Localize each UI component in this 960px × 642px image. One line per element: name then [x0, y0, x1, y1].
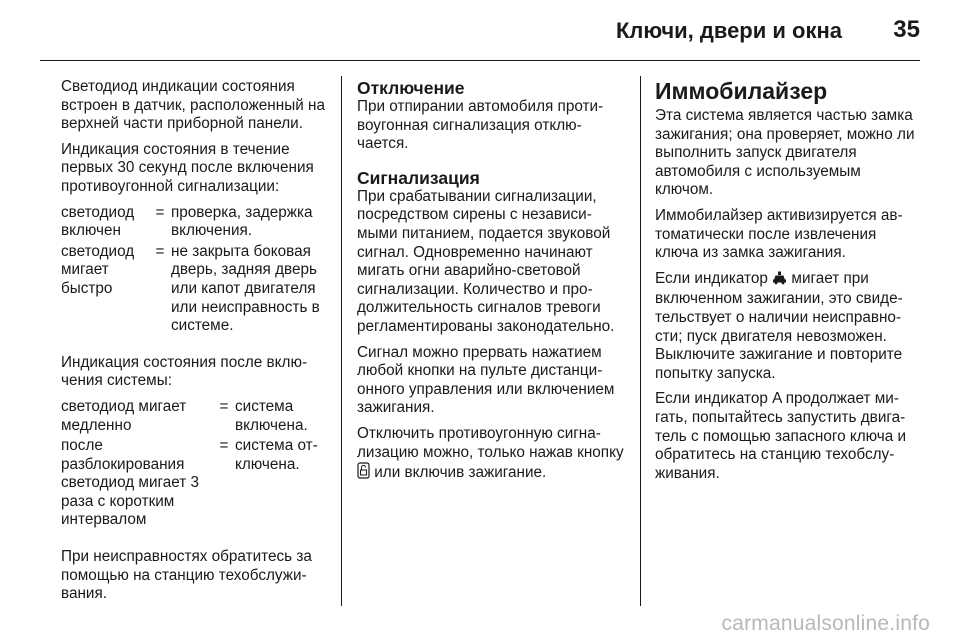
- paragraph: При отпирании автомобиля противоугонная сигнализация отключается.: [357, 98, 604, 153]
- column-immobilizer: [655, 78, 923, 490]
- paragraph: Иммобилайзер активизируется автоматически после извлечения ключа из замка зажигания.: [655, 206, 903, 262]
- legend-equals: =: [155, 203, 165, 221]
- watermark: carmanualsonline.info: [721, 612, 930, 635]
- page-title: Ключи, двери и окна: [616, 18, 842, 43]
- status-legend-after: [61, 398, 327, 532]
- paragraph: Индикация состояния после включения системы:: [61, 353, 308, 390]
- legend-term: светодиод мигает медленно: [61, 397, 187, 434]
- legend-term: светодиод включен: [61, 203, 135, 240]
- paragraph: Сигнал можно прервать нажатием любой кнопки на пульте дистанционного управления или включением зажигания.: [357, 343, 615, 417]
- heading-alarm: Сигнализация: [357, 167, 480, 188]
- column-divider-2: [640, 76, 641, 606]
- legend-equals: =: [155, 242, 165, 260]
- text-span: или включив зажигание.: [374, 464, 547, 482]
- legend-term: после разблокирования светодиод мигает 3 раза с коротким интервалом: [61, 437, 200, 529]
- immobilizer-car-icon: [772, 271, 787, 291]
- text-span: мигает при включенном зажигании, это свидетельствует о наличии неисправности; пуск двигателя невозможен. Выключите зажигание и повторите попытку запуска.: [655, 269, 903, 382]
- paragraph: [655, 270, 923, 384]
- legend-description: система отключена.: [235, 437, 318, 473]
- legend-description: проверка, задержка включения.: [171, 203, 313, 240]
- paragraph: Индикация состояния в течение первых 30 секунд после включения противоугонной сигнализации:: [61, 140, 314, 195]
- column-alarm: [357, 78, 625, 492]
- paragraph: При срабатывании сигнализации, посредством сирены с независимыми питанием, подается звуковой сигнал. Одновременно начинают мигать огни аварийно-световой сигнализации. Количество и продолжительность сигналов тревоги регламентированы законодательно.: [357, 187, 615, 335]
- legend-description: система включена.: [235, 397, 308, 434]
- legend-row: [61, 437, 327, 532]
- legend-row: [61, 204, 327, 243]
- paragraph: При неисправностях обратитесь за помощью на станцию техобслуживания.: [61, 548, 312, 603]
- page-header: [0, 0, 960, 62]
- paragraph: Светодиод индикации состояния встроен в датчик, расположенный на верхней части приборной панели.: [61, 78, 325, 133]
- legend-term: светодиод мигает быстро: [61, 242, 135, 297]
- text-span: Если индикатор: [655, 269, 768, 287]
- page-number: 35: [893, 16, 920, 43]
- section-heading: Иммобилайзер: [655, 78, 828, 104]
- heading-disable: Отключение: [357, 78, 465, 98]
- header-divider: [40, 60, 920, 61]
- paragraph: Эта система является частью замка зажигания; она проверяет, можно ли выполнить запуск двигателя автомобиля с используемым ключом.: [655, 107, 915, 199]
- status-legend-initial: [61, 204, 327, 338]
- column-divider-1: [341, 76, 342, 606]
- unlock-button-icon: [357, 462, 370, 485]
- legend-row: [61, 243, 327, 338]
- paragraph: Если индикатор A продолжает мигать, попытайтесь запустить двигатель с помощью запасного ключа и обратитесь на станцию техобслуживания.: [655, 390, 907, 482]
- text-span: Отключить противоугонную сигнализацию можно, только нажав кнопку: [357, 424, 624, 461]
- legend-description: не закрыта боковая дверь, задняя дверь или капот двигателя или неисправность в системе.: [171, 242, 320, 335]
- legend-equals: =: [219, 397, 229, 415]
- legend-equals: =: [219, 437, 229, 455]
- legend-row: [61, 398, 327, 437]
- column-status-led: [61, 78, 327, 611]
- paragraph: [357, 425, 625, 485]
